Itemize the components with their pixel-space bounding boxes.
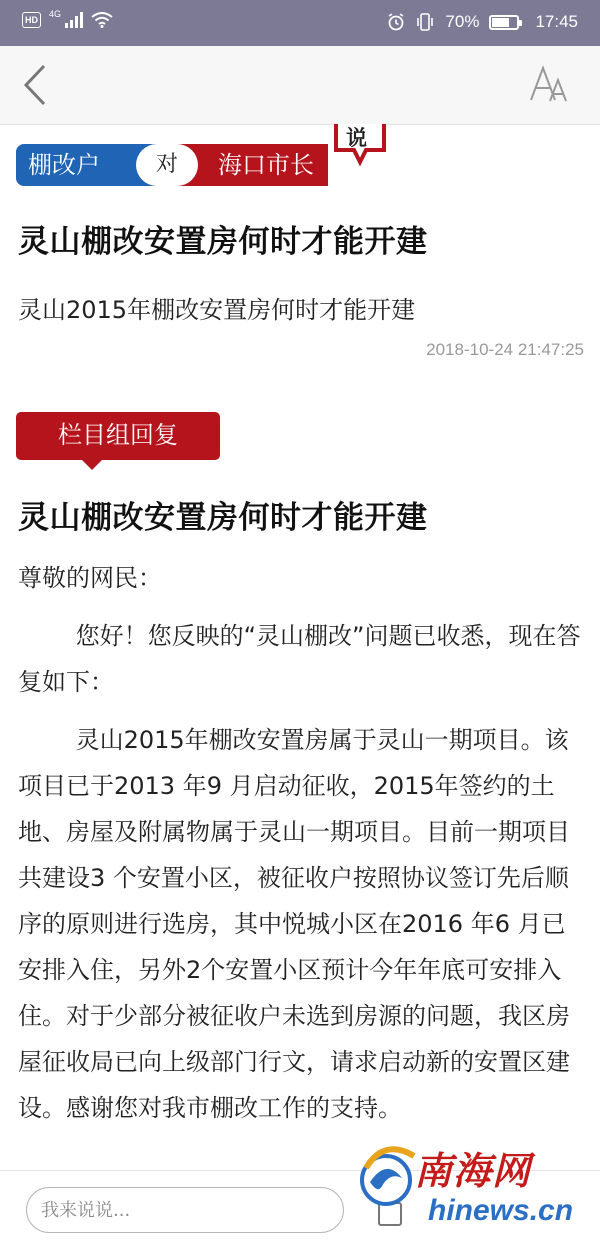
- reply-title: 灵山棚改安置房何时才能开建: [18, 500, 428, 536]
- back-button[interactable]: [18, 62, 58, 108]
- reply-body: [18, 555, 586, 1131]
- battery-percent: 70%: [445, 12, 480, 31]
- battery-icon: [489, 15, 519, 30]
- question-title: 灵山棚改安置房何时才能开建: [18, 224, 428, 260]
- reply-greeting: 尊敬的网民：: [18, 564, 162, 592]
- reply-paragraph-1: 您好！您反映的“灵山棚改”问题已收悉，现在答复如下：: [18, 622, 581, 696]
- wifi-icon: [91, 12, 113, 28]
- reply-paragraph-2: 灵山2015年棚改安置房属于灵山一期项目。该项目已于2013 年9 月启动征收，2015年签约的土地、房屋及附属物属于灵山一期项目。目前一期项目共建设3 个安置小区，被征收户按照协议签订先后顺序的原则进行选房，其中悦城小区在2016 年6 月已安排入住，另外2个安置小区预计今年年底可安排入住。对于少部分被征收户未选到房源的问题，我区房屋征收局已向上级部门行文，请求启动新的安置区建设。感谢您对我市棚改工作的支持。: [18, 726, 570, 1122]
- network-type: 4G: [49, 9, 62, 19]
- reply-label: 栏目组回复: [16, 412, 220, 460]
- tag-left: 棚改户: [16, 144, 166, 186]
- question-datetime: 2018-10-24 21:47:25: [426, 340, 584, 359]
- comment-input[interactable]: [26, 1187, 344, 1233]
- top-nav-bar: [0, 46, 600, 125]
- vibrate-icon: [415, 13, 435, 31]
- tag-right: 海口市长: [166, 144, 328, 186]
- column-tag: [16, 124, 396, 186]
- watermark-name: 南海网: [414, 1149, 532, 1193]
- alarm-icon: [387, 13, 405, 31]
- chevron-left-icon: [18, 62, 58, 108]
- clock: 17:45: [535, 12, 578, 31]
- tag-middle: 对: [136, 144, 198, 186]
- status-bar: [0, 0, 600, 46]
- question-content: 灵山2015年棚改安置房何时才能开建: [18, 296, 416, 324]
- signal-icon: [65, 12, 83, 28]
- reply-label-pointer: [80, 458, 104, 470]
- font-size-icon: [528, 64, 574, 104]
- speech-bubble: [334, 124, 388, 164]
- font-size-button[interactable]: [528, 64, 574, 104]
- hd-icon: HD: [22, 12, 41, 28]
- speech-bubble-text: 说: [346, 126, 367, 150]
- watermark-domain: hinews.cn: [428, 1194, 574, 1227]
